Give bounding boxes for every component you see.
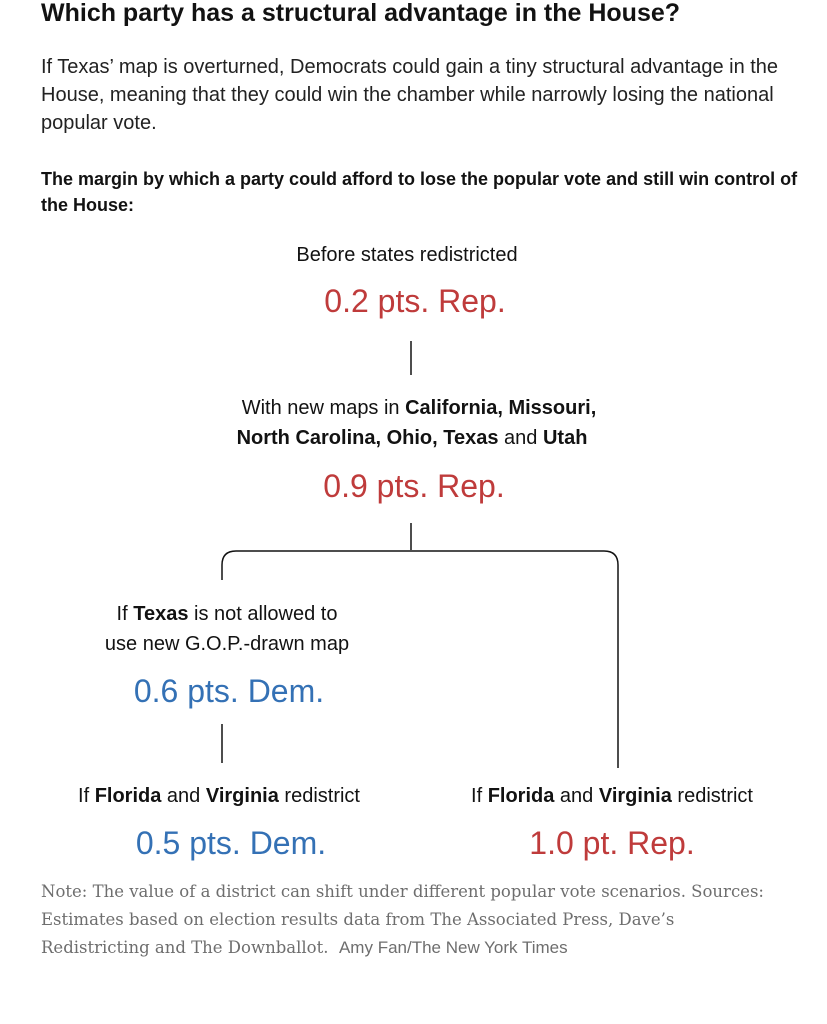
state-texas: Texas (133, 603, 189, 625)
node-before-label: Before states redistricted (296, 244, 518, 266)
node-texas-value: 0.6 pts. Dem. (133, 673, 325, 709)
credit: Amy Fan/The New York Times (338, 938, 568, 957)
state-utah: Utah (542, 427, 588, 449)
node-new-maps-label-line2: North Carolina, Ohio, Texas and Utah (236, 427, 588, 449)
states-list-line2: North Carolina, Ohio, Texas (236, 427, 499, 449)
node-new-maps-value: 0.9 pts. Rep. (323, 468, 505, 504)
node-texas-label-line1: If Texas is not allowed to (116, 603, 338, 625)
source-note (41, 878, 781, 962)
node-right-fl-va-label: If Florida and Virginia redistrict (471, 785, 753, 807)
node-before-value: 0.2 pts. Rep. (324, 283, 506, 319)
node-texas-label-line2: use new G.O.P.-drawn map (104, 633, 350, 655)
node-left-fl-va-value: 0.5 pts. Dem. (135, 825, 327, 861)
node-left-fl-va-label: If Florida and Virginia redistrict (78, 785, 360, 807)
node-right-fl-va-value: 1.0 pt. Rep. (529, 825, 695, 861)
note-text: Note: The value of a district can shift under different popular vote scenarios. Sources: Estimates based on election results data from The Associated Press, Dave’s Redistricting and The Downballot. (41, 882, 764, 957)
subhead: The margin by which a party could afford to lose the popular vote and still win control of the House: (41, 169, 798, 215)
node-new-maps-label-line1: With new maps in California, Missouri, (241, 397, 597, 419)
headline: Which party has a structural advantage in the House? (41, 0, 681, 27)
dek: If Texas’ map is overturned, Democrats could gain a tiny structural advantage in the House, meaning that they could win the chamber while narrowly losing the national popular vote. (41, 56, 779, 134)
states-list-line1: California, Missouri, (405, 397, 597, 419)
connector-branch-bracket (222, 551, 618, 768)
